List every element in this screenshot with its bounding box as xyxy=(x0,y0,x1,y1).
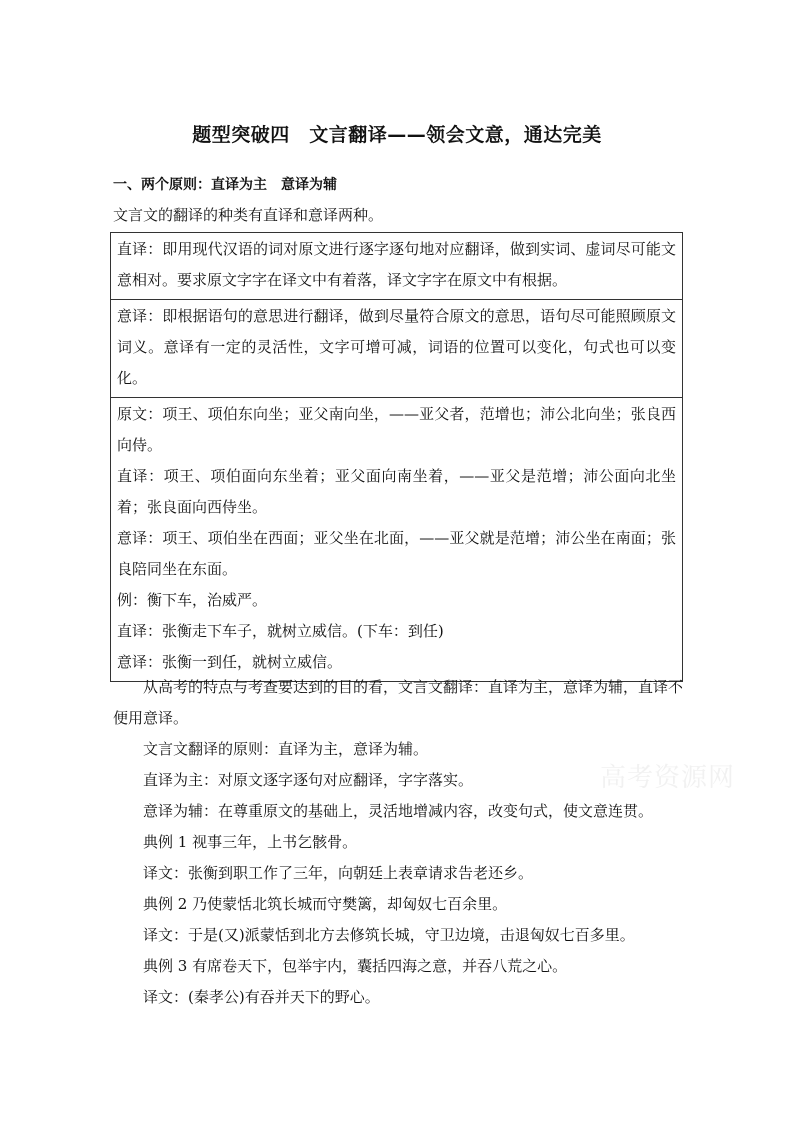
paragraph: 典例 2 乃使蒙恬北筑长城而守樊篱，却匈奴七百余里。 xyxy=(143,895,508,913)
paragraph: 意译为辅：在尊重原文的基础上，灵活地增减内容，改变句式，使文意连贯。 xyxy=(143,802,654,820)
page-title: 题型突破四 文言翻译——领会文意，通达完美 xyxy=(192,124,602,146)
table-text: 原文：项王、项伯东向坐；亚父南向坐，——亚父者，范增也；沛公北向坐；张良西向侍。 xyxy=(117,405,676,454)
paragraph: 典例 1 视事三年，上书乞骸骨。 xyxy=(143,833,358,851)
table-cell-free xyxy=(111,299,682,397)
body-text xyxy=(113,672,683,1013)
table-text: 直译：项王、项伯面向东坐着；亚父面向南坐着，——亚父是范增；沛公面向北坐着；张良面向西侍坐。 xyxy=(117,467,676,516)
paragraph: 译文：于是(又)派蒙恬到北方去修筑长城，守卫边境，击退匈奴七百多里。 xyxy=(143,926,635,944)
paragraph: 直译为主：对原文逐字逐句对应翻译，字字落实。 xyxy=(143,771,474,789)
intro-text: 文言文的翻译的种类有直译和意译两种。 xyxy=(113,206,384,224)
table-text: 意译：张衡一到任，就树立威信。 xyxy=(117,653,343,671)
table-text: 意译：即根据语句的意思进行翻译，做到尽量符合原文的意思，语句尽可能照顾原文词义。意译有一定的灵活性，文字可增可减，词语的位置可以变化，句式也可以变化。 xyxy=(117,307,676,387)
table-text: 直译：张衡走下车子，就树立威信。(下车：到任) xyxy=(117,622,444,640)
table-text: 直译：即用现代汉语的词对原文进行逐字逐句地对应翻译，做到实词、虚词尽可能文意相对。要求原文字字在译文中有着落，译文字字在原文中有根据。 xyxy=(117,240,676,289)
table-cell-examples xyxy=(111,397,682,681)
table-text: 意译：项王、项伯坐在西面；亚父坐在北面，——亚父就是范增；沛公坐在南面；张良陪同坐在东面。 xyxy=(117,529,676,578)
paragraph: 典例 3 有席卷天下，包举宇内，囊括四海之意，并吞八荒之心。 xyxy=(143,957,568,975)
paragraph: 从高考的特点与考查要达到的目的看，文言文翻译：直译为主，意译为辅，直译不便用意译。 xyxy=(113,678,684,727)
translation-table xyxy=(110,232,683,682)
table-cell-literal xyxy=(111,233,682,299)
paragraph: 译文：张衡到职工作了三年，向朝廷上表章请求告老还乡。 xyxy=(143,864,534,882)
section-heading: 一、两个原则：直译为主 意译为辅 xyxy=(113,177,337,193)
watermark: 高考资源网 xyxy=(600,763,736,793)
table-text: 例：衡下车，治威严。 xyxy=(117,591,268,609)
paragraph: 文言文翻译的原则：直译为主，意译为辅。 xyxy=(143,740,429,758)
paragraph: 译文：(秦孝公)有吞并天下的野心。 xyxy=(143,988,380,1006)
